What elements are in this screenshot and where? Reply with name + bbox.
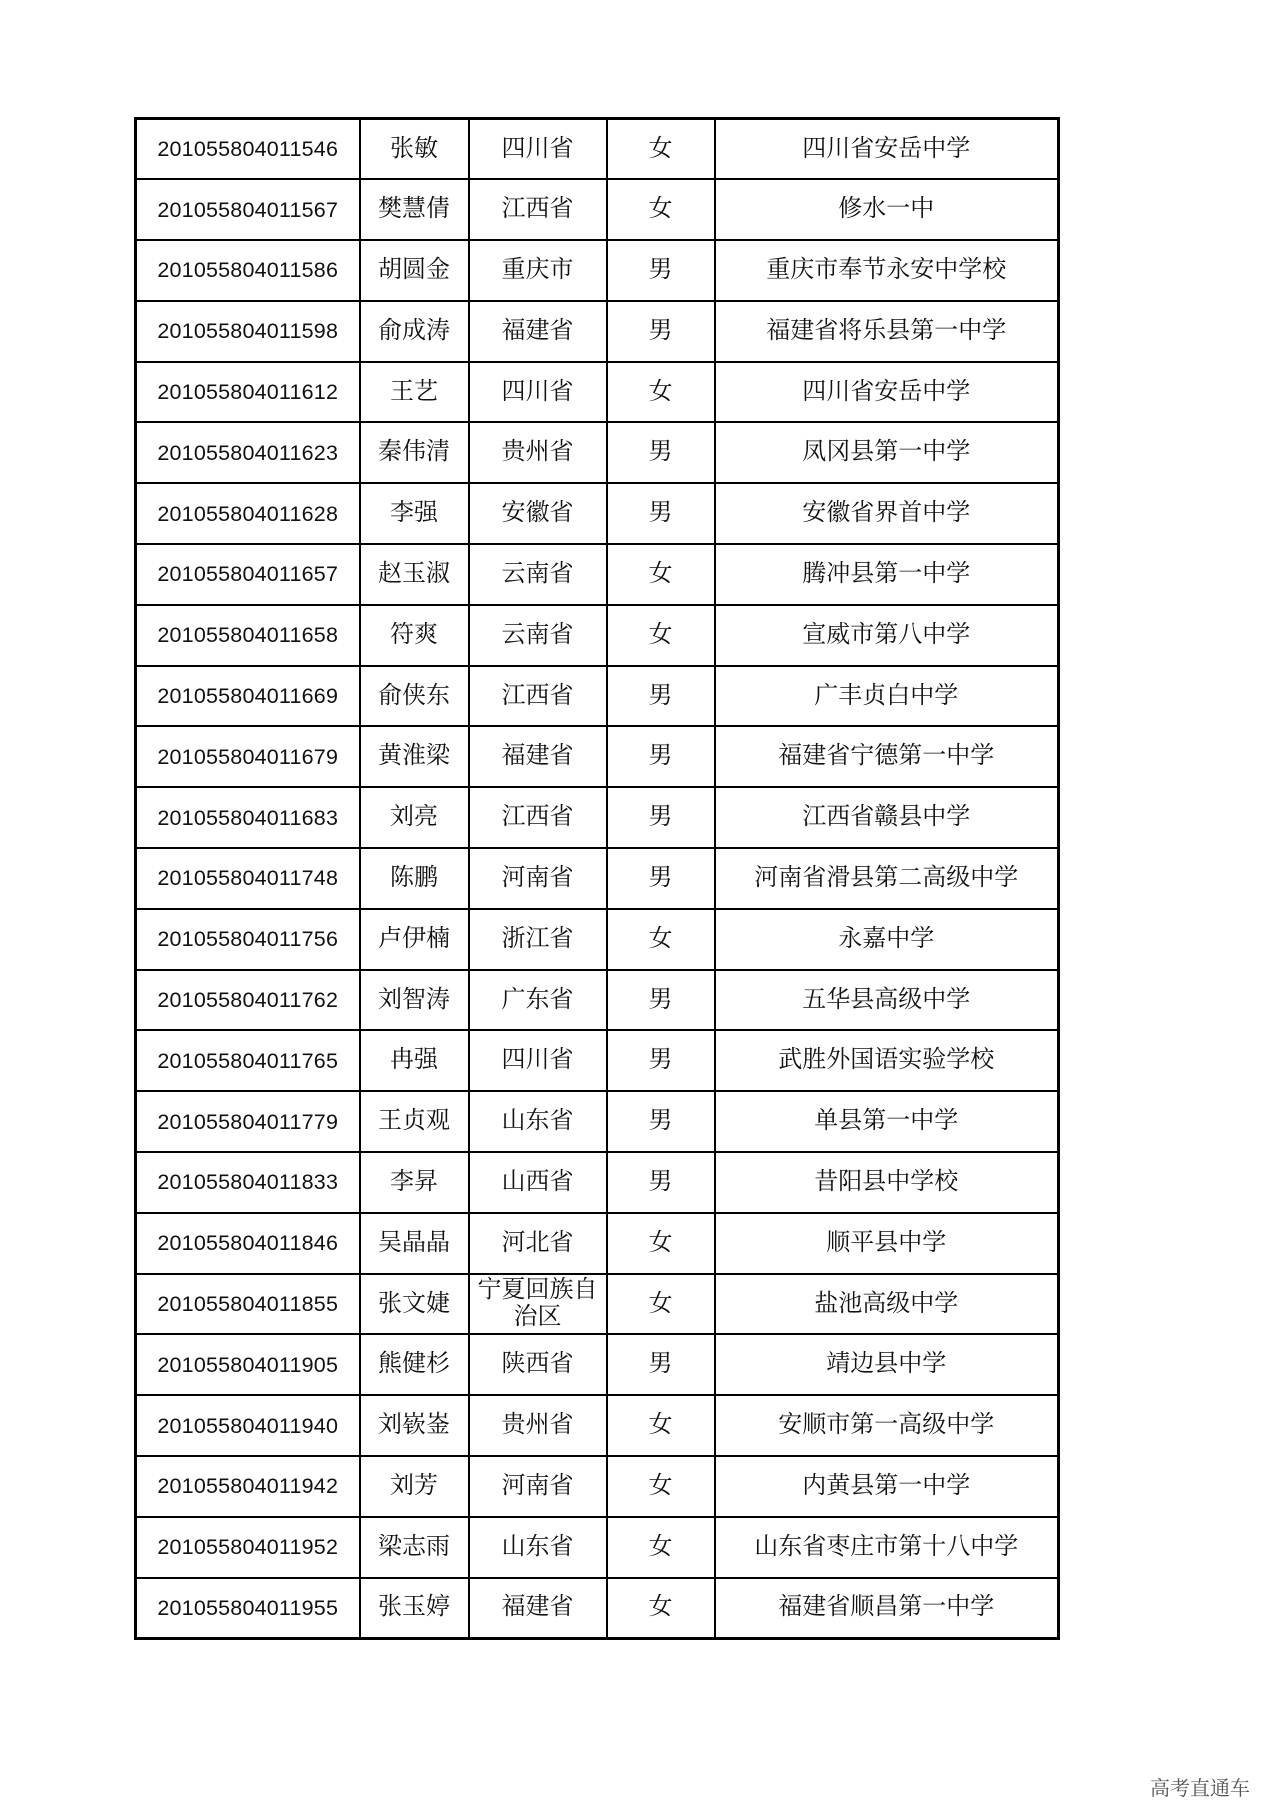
table-row [136, 1334, 1059, 1395]
table-row [136, 1030, 1059, 1091]
cell-province: 浙江省 [469, 909, 607, 970]
cell-province: 重庆市 [469, 240, 607, 301]
cell-student-name: 张敏 [360, 119, 469, 180]
cell-exam-id: 201055804011628 [136, 483, 360, 544]
cell-school: 福建省宁德第一中学 [715, 726, 1059, 787]
cell-student-name: 刘亮 [360, 787, 469, 848]
cell-exam-id: 201055804011612 [136, 362, 360, 423]
cell-gender: 男 [607, 1091, 715, 1152]
watermark-text: 高考直通车 [1150, 1776, 1250, 1800]
cell-gender: 男 [607, 240, 715, 301]
cell-student-name: 王贞观 [360, 1091, 469, 1152]
cell-gender: 女 [607, 605, 715, 666]
cell-province: 河南省 [469, 848, 607, 909]
cell-province: 安徽省 [469, 483, 607, 544]
cell-exam-id: 201055804011779 [136, 1091, 360, 1152]
cell-gender: 男 [607, 787, 715, 848]
cell-exam-id: 201055804011658 [136, 605, 360, 666]
cell-exam-id: 201055804011846 [136, 1213, 360, 1274]
cell-exam-id: 201055804011756 [136, 909, 360, 970]
cell-student-name: 刘嵚崟 [360, 1395, 469, 1456]
cell-gender: 男 [607, 1030, 715, 1091]
cell-exam-id: 201055804011683 [136, 787, 360, 848]
cell-gender: 女 [607, 1395, 715, 1456]
cell-exam-id: 201055804011833 [136, 1152, 360, 1213]
cell-school: 安顺市第一高级中学 [715, 1395, 1059, 1456]
cell-school: 靖边县中学 [715, 1334, 1059, 1395]
cell-gender: 男 [607, 1334, 715, 1395]
cell-gender: 男 [607, 301, 715, 362]
cell-gender: 女 [607, 179, 715, 240]
cell-province: 河北省 [469, 1213, 607, 1274]
table-row [136, 1152, 1059, 1213]
cell-student-name: 王艺 [360, 362, 469, 423]
cell-student-name: 樊慧倩 [360, 179, 469, 240]
cell-exam-id: 201055804011546 [136, 119, 360, 180]
cell-gender: 女 [607, 119, 715, 180]
cell-exam-id: 201055804011669 [136, 666, 360, 727]
cell-gender: 女 [607, 362, 715, 423]
table-row [136, 362, 1059, 423]
cell-exam-id: 201055804011657 [136, 544, 360, 605]
cell-student-name: 吴晶晶 [360, 1213, 469, 1274]
cell-student-name: 俞侠东 [360, 666, 469, 727]
table-row [136, 1274, 1059, 1335]
table-row [136, 544, 1059, 605]
cell-province: 江西省 [469, 787, 607, 848]
cell-exam-id: 201055804011955 [136, 1578, 360, 1639]
cell-school: 重庆市奉节永安中学校 [715, 240, 1059, 301]
cell-province: 贵州省 [469, 1395, 607, 1456]
cell-exam-id: 201055804011952 [136, 1517, 360, 1578]
cell-gender: 男 [607, 848, 715, 909]
cell-student-name: 陈鹏 [360, 848, 469, 909]
cell-province: 河南省 [469, 1456, 607, 1517]
cell-exam-id: 201055804011748 [136, 848, 360, 909]
table-row [136, 605, 1059, 666]
cell-gender: 男 [607, 726, 715, 787]
cell-province: 山东省 [469, 1517, 607, 1578]
cell-province: 山东省 [469, 1091, 607, 1152]
cell-school: 腾冲县第一中学 [715, 544, 1059, 605]
cell-gender: 男 [607, 1152, 715, 1213]
table-row [136, 1456, 1059, 1517]
table-row [136, 483, 1059, 544]
cell-exam-id: 201055804011762 [136, 970, 360, 1031]
cell-gender: 女 [607, 544, 715, 605]
cell-province: 四川省 [469, 119, 607, 180]
cell-exam-id: 201055804011940 [136, 1395, 360, 1456]
cell-province: 贵州省 [469, 422, 607, 483]
cell-gender: 女 [607, 909, 715, 970]
cell-exam-id: 201055804011623 [136, 422, 360, 483]
cell-school: 宣威市第八中学 [715, 605, 1059, 666]
cell-exam-id: 201055804011942 [136, 1456, 360, 1517]
cell-province: 云南省 [469, 605, 607, 666]
table-row [136, 179, 1059, 240]
cell-school: 永嘉中学 [715, 909, 1059, 970]
cell-gender: 男 [607, 483, 715, 544]
table-row [136, 240, 1059, 301]
cell-gender: 女 [607, 1517, 715, 1578]
table-row [136, 1091, 1059, 1152]
table-row [136, 1517, 1059, 1578]
cell-gender: 女 [607, 1578, 715, 1639]
cell-gender: 女 [607, 1213, 715, 1274]
cell-student-name: 张玉婷 [360, 1578, 469, 1639]
cell-province: 陕西省 [469, 1334, 607, 1395]
cell-student-name: 李强 [360, 483, 469, 544]
table-row [136, 301, 1059, 362]
cell-student-name: 李昇 [360, 1152, 469, 1213]
cell-school: 福建省将乐县第一中学 [715, 301, 1059, 362]
cell-student-name: 黄淮梁 [360, 726, 469, 787]
cell-exam-id: 201055804011905 [136, 1334, 360, 1395]
cell-exam-id: 201055804011567 [136, 179, 360, 240]
cell-school: 单县第一中学 [715, 1091, 1059, 1152]
table-row [136, 970, 1059, 1031]
cell-province: 广东省 [469, 970, 607, 1031]
cell-school: 修水一中 [715, 179, 1059, 240]
cell-province: 宁夏回族自治区 [469, 1274, 607, 1335]
cell-gender: 男 [607, 970, 715, 1031]
table-row [136, 666, 1059, 727]
cell-province: 江西省 [469, 179, 607, 240]
cell-province: 山西省 [469, 1152, 607, 1213]
table-row [136, 1395, 1059, 1456]
cell-school: 山东省枣庄市第十八中学 [715, 1517, 1059, 1578]
roster-table [134, 117, 1060, 1640]
cell-student-name: 熊健杉 [360, 1334, 469, 1395]
cell-province: 福建省 [469, 726, 607, 787]
cell-school: 安徽省界首中学 [715, 483, 1059, 544]
cell-school: 福建省顺昌第一中学 [715, 1578, 1059, 1639]
cell-province: 四川省 [469, 1030, 607, 1091]
cell-school: 顺平县中学 [715, 1213, 1059, 1274]
cell-exam-id: 201055804011598 [136, 301, 360, 362]
cell-school: 昔阳县中学校 [715, 1152, 1059, 1213]
cell-province: 江西省 [469, 666, 607, 727]
cell-student-name: 秦伟清 [360, 422, 469, 483]
cell-school: 河南省滑县第二高级中学 [715, 848, 1059, 909]
cell-school: 广丰贞白中学 [715, 666, 1059, 727]
table-row [136, 1578, 1059, 1639]
cell-school: 武胜外国语实验学校 [715, 1030, 1059, 1091]
cell-student-name: 卢伊楠 [360, 909, 469, 970]
cell-province: 福建省 [469, 301, 607, 362]
cell-student-name: 胡圆金 [360, 240, 469, 301]
cell-exam-id: 201055804011586 [136, 240, 360, 301]
table-row [136, 119, 1059, 180]
cell-school: 凤冈县第一中学 [715, 422, 1059, 483]
table-row [136, 787, 1059, 848]
cell-school: 四川省安岳中学 [715, 362, 1059, 423]
cell-exam-id: 201055804011855 [136, 1274, 360, 1335]
cell-student-name: 符爽 [360, 605, 469, 666]
cell-student-name: 冉强 [360, 1030, 469, 1091]
cell-province: 福建省 [469, 1578, 607, 1639]
cell-student-name: 刘芳 [360, 1456, 469, 1517]
table-row [136, 909, 1059, 970]
roster-table-body [136, 119, 1059, 1639]
cell-exam-id: 201055804011765 [136, 1030, 360, 1091]
cell-school: 五华县高级中学 [715, 970, 1059, 1031]
cell-student-name: 张文婕 [360, 1274, 469, 1335]
cell-school: 江西省赣县中学 [715, 787, 1059, 848]
cell-gender: 女 [607, 1456, 715, 1517]
table-row [136, 848, 1059, 909]
cell-province: 云南省 [469, 544, 607, 605]
table-row [136, 1213, 1059, 1274]
cell-school: 四川省安岳中学 [715, 119, 1059, 180]
cell-province: 四川省 [469, 362, 607, 423]
table-row [136, 422, 1059, 483]
cell-gender: 男 [607, 666, 715, 727]
cell-student-name: 梁志雨 [360, 1517, 469, 1578]
cell-student-name: 刘智涛 [360, 970, 469, 1031]
cell-student-name: 赵玉淑 [360, 544, 469, 605]
cell-exam-id: 201055804011679 [136, 726, 360, 787]
cell-school: 盐池高级中学 [715, 1274, 1059, 1335]
table-row [136, 726, 1059, 787]
cell-student-name: 俞成涛 [360, 301, 469, 362]
cell-gender: 女 [607, 1274, 715, 1335]
cell-gender: 男 [607, 422, 715, 483]
cell-school: 内黄县第一中学 [715, 1456, 1059, 1517]
